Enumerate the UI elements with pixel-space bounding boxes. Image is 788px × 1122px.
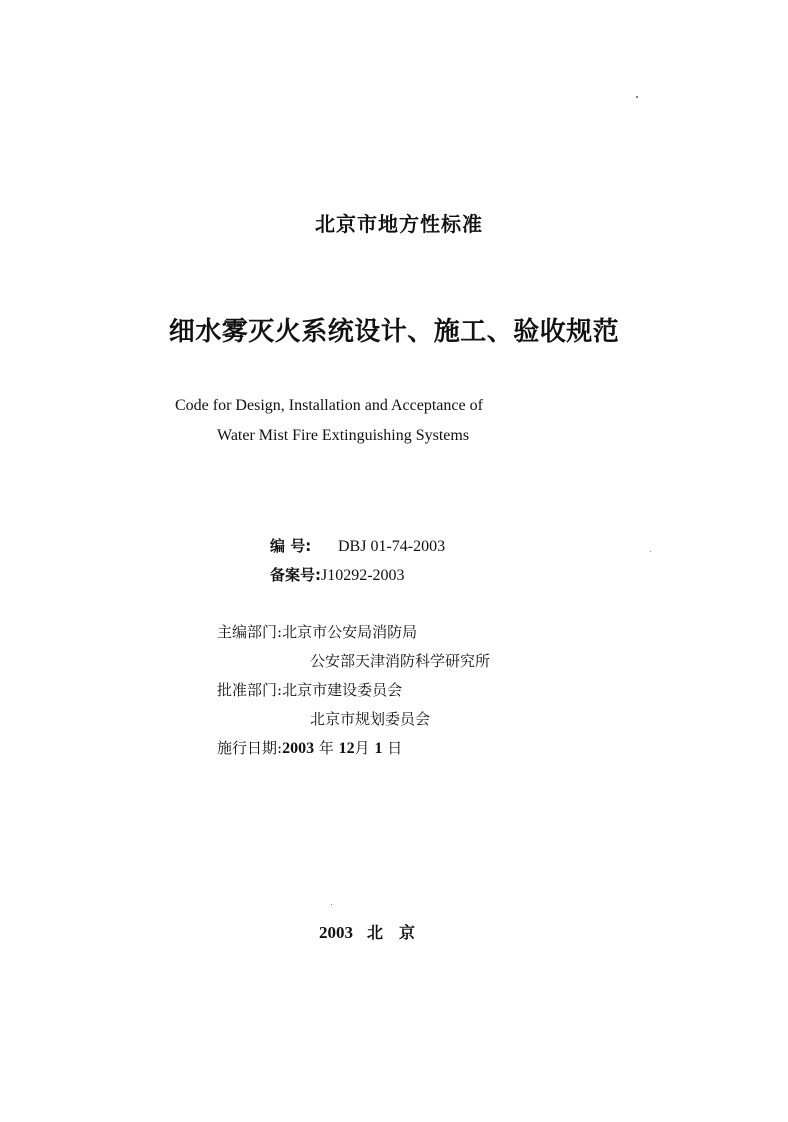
- record-number-row: [270, 564, 405, 585]
- publication-city: 北京: [367, 923, 432, 942]
- document-title-en-line1: Code for Design, Installation and Acceptance of: [175, 397, 483, 414]
- day-unit: 日: [387, 739, 403, 757]
- editor-org-1: 北京市公安局消防局: [282, 623, 418, 641]
- record-number-label: 备案号:: [270, 566, 321, 584]
- record-number-value: J10292-2003: [321, 567, 405, 584]
- standard-number-row: [270, 535, 445, 556]
- editor-row: [217, 621, 417, 642]
- effective-date-row: [217, 737, 402, 758]
- standard-number-label: 编 号:: [270, 537, 312, 555]
- effective-day: 1: [374, 740, 383, 757]
- document-title-cn: 细水雾灭火系统设计、施工、验收规范: [168, 317, 620, 347]
- standard-series-heading: 北京市地方性标准: [315, 212, 483, 236]
- standard-number-value: DBJ 01-74-2003: [338, 538, 446, 555]
- approver-label: 批准部门:: [217, 681, 283, 699]
- year-unit: 年: [318, 739, 334, 757]
- approver-row: [217, 679, 402, 700]
- approver-org-2: 北京市规划委员会: [310, 710, 431, 728]
- publication-year: 2003: [319, 923, 353, 942]
- publication-line: [319, 920, 431, 943]
- editor-label: 主编部门:: [217, 623, 283, 641]
- document-title-en-line2: Water Mist Fire Extinguishing Systems: [217, 427, 470, 444]
- approver-org-1: 北京市建设委员会: [282, 681, 403, 699]
- scan-speck: [650, 551, 651, 552]
- effective-year: 2003: [282, 740, 315, 757]
- scan-speck: [331, 904, 332, 905]
- editor-org-2: 公安部天津消防科学研究所: [310, 652, 491, 670]
- scan-speck: [636, 96, 638, 98]
- month-unit: 月: [354, 739, 370, 757]
- effective-date-label: 施行日期:: [217, 739, 283, 757]
- effective-month: 12: [338, 740, 355, 757]
